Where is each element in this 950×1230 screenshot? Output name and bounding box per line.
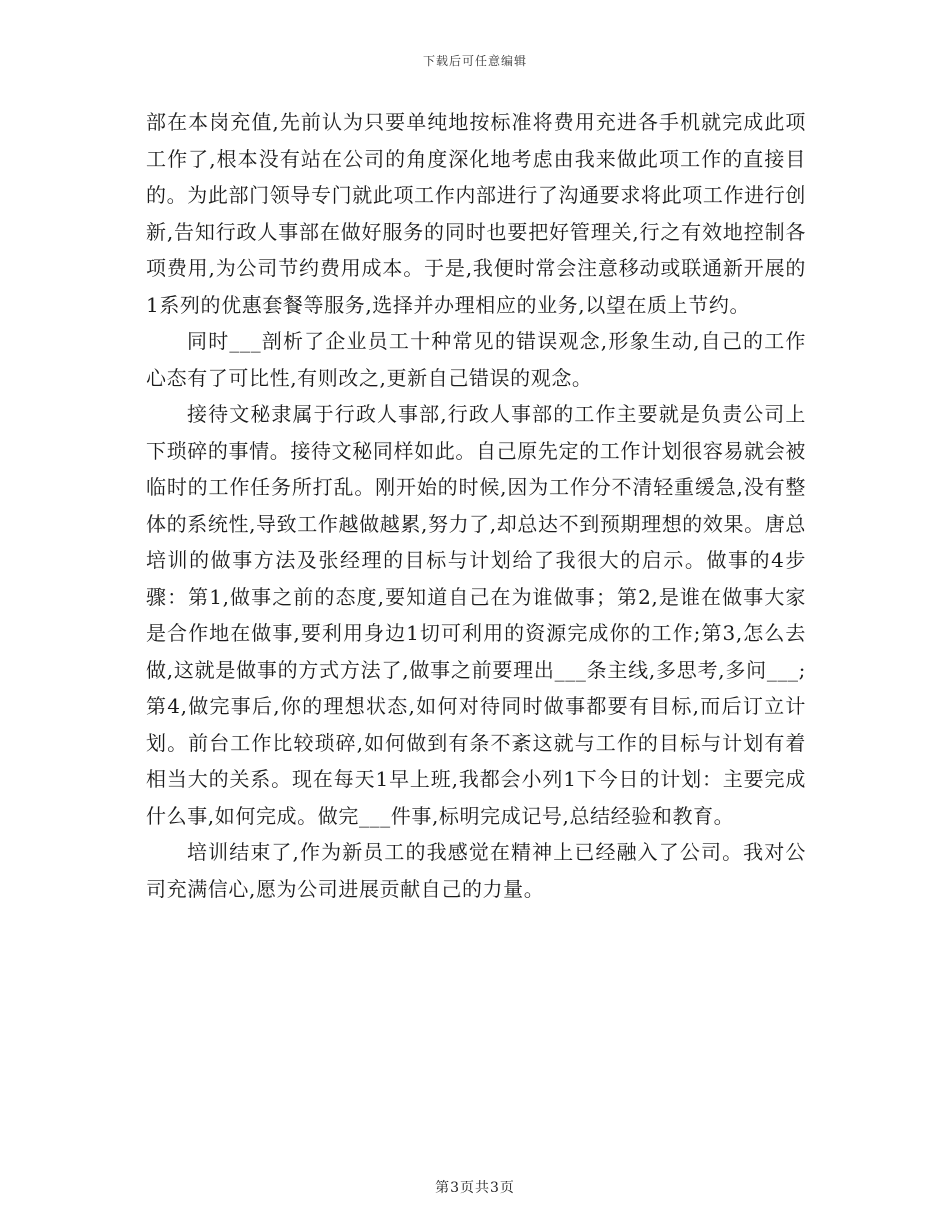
- paragraph-3: 接待文秘隶属于行政人事部,行政人事部的工作主要就是负责公司上下琐碎的事情。接待文秘同样如此。自己原先定的工作计划很容易就会被临时的工作任务所打乱。刚开始的时候,因为工作分不清轻重缓急,没有整体的系统性,导致工作越做越累,努力了,却总达不到预期理想的效果。唐总培训的做事方法及张经理的目标与计划给了我很大的启示。做事的4步骤：第1,做事之前的态度,要知道自己在为谁做事；第2,是谁在做事大家是合作地在做事,要利用身边1切可利用的资源完成你的工作;第3,怎么去做,这就是做事的方式方法了,做事之前要理出___条主线,多思考,多问___;第4,做完事后,你的理想状态,如何对待同时做事都要有目标,而后订立计划。前台工作比较琐碎,如何做到有条不紊这就与工作的目标与计划有着相当大的关系。现在每天1早上班,我都会小列1下今日的计划：主要完成什么事,如何完成。做完___件事,标明完成记号,总结经验和教育。: [146, 402, 806, 828]
- paragraph-2: 同时___剖析了企业员工十种常见的错误观念,形象生动,自己的工作心态有了可比性,有则改之,更新自己错误的观念。: [146, 329, 806, 390]
- page-header: 下载后可任意编辑: [422, 54, 527, 68]
- paragraph-4: 培训结束了,作为新员工的我感觉在精神上已经融入了公司。我对公司充满信心,愿为公司进展贡献自己的力量。: [146, 840, 806, 901]
- paragraph-1: 部在本岗充值,先前认为只要单纯地按标准将费用充进各手机就完成此项工作了,根本没有站在公司的角度深化地考虑由我来做此项工作的直接目的。为此部门领导专门就此项工作内部进行了沟通要求将此项工作进行创新,告知行政人事部在做好服务的同时也要把好管理关,行之有效地控制各项费用,为公司节约费用成本。于是,我便时常会注意移动或联通新开展的1系列的优惠套餐等服务,选择并办理相应的业务,以望在质上节约。: [146, 110, 806, 317]
- page-footer: 第3页共3页: [435, 1180, 515, 1196]
- document-body: [146, 104, 806, 907]
